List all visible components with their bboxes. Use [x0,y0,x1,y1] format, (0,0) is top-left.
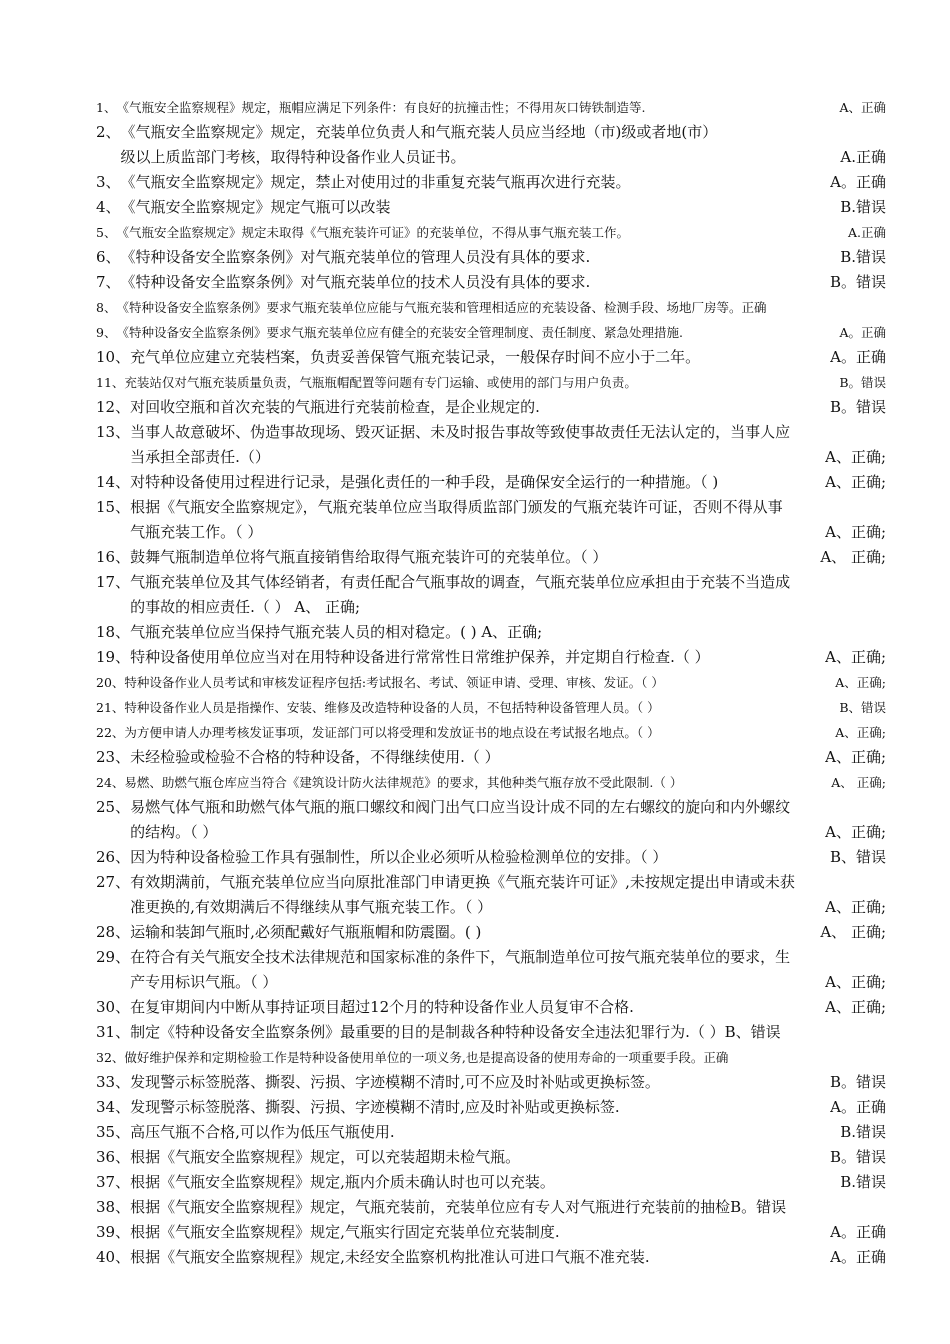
question-body [130,1120,886,1145]
question-item [96,620,886,645]
question-item [96,720,886,745]
question-text-line: 准更换的,有效期满后不得继续从事气瓶充装工作。（ ） [130,898,493,916]
question-body [130,845,886,870]
question-number: 2、 [96,123,121,141]
question-item [96,470,886,495]
question-body [130,1070,886,1095]
question-text-line: 发现警示标签脱落、撕裂、污损、字迹模糊不清时,应及时补贴或更换标签. [130,1098,620,1116]
question-item [96,245,886,270]
question-number: 4、 [96,198,121,216]
question-text-line: 根据《气瓶安全监察规程》规定，气瓶充装前，充装单位应有专人对气瓶进行充装前的抽检B。错误 [130,1198,787,1216]
question-number: 17、 [96,573,131,591]
question-text-line: 做好维护保养和定期检验工作是特种设备使用单位的一项义务,也是提高设备的使用寿命的一项重要手段。正确 [124,1050,729,1065]
question-item [96,845,886,870]
question-item [96,220,886,245]
question-number: 23、 [96,748,131,766]
question-text-line: 气瓶充装工作。（ ） [130,523,263,541]
question-number: 6、 [96,248,121,266]
question-number: 5、 [96,225,117,240]
question-text-line: 《气瓶安全监察规定》规定气瓶可以改装 [120,198,391,216]
question-text-line: 对特种设备使用过程进行记录，是强化责任的一种手段，是确保安全运行的一种措施。（ ) [130,473,719,491]
answer-label: A。正确 [830,173,886,191]
question-item [96,1045,886,1070]
question-number: 40、 [96,1248,131,1266]
answer-label: A、正确; [825,523,886,541]
question-body [130,495,886,545]
question-text-line: 气瓶充装单位应当保持气瓶充装人员的相对稳定。( ) A、正确; [130,623,543,641]
question-body [130,620,886,645]
question-body [116,95,886,120]
question-text-line: 运输和装卸气瓶时,必须配戴好气瓶瓶帽和防震圈。( ) [130,923,482,941]
question-number: 27、 [96,873,131,891]
question-item [96,95,886,120]
question-text-line: 在复审期间内中断从事持证项目超过12个月的特种设备作业人员复审不合格. [130,998,634,1016]
question-number: 16、 [96,548,131,566]
question-text-line: 鼓舞气瓶制造单位将气瓶直接销售给取得气瓶充装许可的充装单位。（ ） [130,548,608,566]
answer-label: B.错误 [840,248,886,266]
question-text-line: 因为特种设备检验工作具有强制性，所以企业必须听从检验检测单位的安排。（ ） [130,848,668,866]
question-item [96,1095,886,1120]
question-body [130,1020,886,1045]
question-number: 7、 [96,273,121,291]
question-number: 25、 [96,798,131,816]
answer-label: B。错误 [829,273,886,291]
question-text-line: 在符合有关气瓶安全技术法律规范和国家标准的条件下，气瓶制造单位可按气瓶充装单位的要求，生 [130,948,791,966]
question-text-line: 当事人故意破坏、伪造事故现场、毁灭证据、未及时报告事故等致使事故责任无法认定的，当事人应 [130,423,791,441]
question-number: 32、 [96,1050,125,1065]
question-number: 29、 [96,948,131,966]
question-text-line: 根据《气瓶安全监察规程》规定,瓶内介质未确认时也可以充装。 [130,1173,555,1191]
question-item [96,1195,886,1220]
question-body [130,1195,886,1220]
question-item [96,745,886,770]
question-body [124,720,886,745]
question-body [130,645,886,670]
question-body [130,870,886,920]
question-number: 9、 [96,325,117,340]
answer-label: A、正确; [825,973,886,991]
question-number: 13、 [96,423,131,441]
question-item [96,120,886,170]
question-text-line: 为方便申请人办理考核发证事项，发证部门可以将受理和发放证书的地点设在考试报名地点。（ ） [124,725,660,740]
question-body [130,1220,886,1245]
question-body [130,1245,886,1270]
answer-label: B。错误 [829,1073,886,1091]
question-number: 15、 [96,498,131,516]
question-text-line: 《气瓶安全监察规定》规定，禁止对使用过的非重复充装气瓶再次进行充装。 [120,173,631,191]
answer-label: A。正确 [830,1248,886,1266]
question-number: 22、 [96,725,125,740]
question-item [96,1120,886,1145]
answer-label: A。正确 [830,348,886,366]
question-text-line: 根据《气瓶安全监察规定》，气瓶充装单位应当取得质监部门颁发的气瓶充装许可证，否则不得从事 [130,498,783,516]
answer-label: B。错误 [829,398,886,416]
question-text-line: 发现警示标签脱落、撕裂、污损、字迹模糊不清时,可不应及时补贴或更换标签。 [130,1073,660,1091]
question-item [96,770,886,795]
answer-label: A、正确; [825,648,886,666]
question-item [96,420,886,470]
question-number: 33、 [96,1073,131,1091]
answer-label: B。错误 [839,375,886,390]
answer-label: A.正确 [847,225,886,240]
question-item [96,295,886,320]
question-body [124,670,886,695]
answer-label: A、正确; [835,725,886,740]
question-number: 14、 [96,473,131,491]
question-body [130,920,886,945]
question-item [96,170,886,195]
question-number: 1、 [96,100,117,115]
question-item [96,1020,886,1045]
question-number: 12、 [96,398,131,416]
question-text-line: 气瓶充装单位及其气体经销者，有责任配合气瓶事故的调查，气瓶充装单位应承担由于充装不当造成 [130,573,791,591]
question-text-line: 高压气瓶不合格,可以作为低压气瓶使用. [130,1123,395,1141]
question-text-line: 《气瓶安全监察规程》规定，瓶帽应满足下列条件：有良好的抗撞击性；不得用灰口铸铁制造等. [116,100,646,115]
question-body [130,945,886,995]
question-body [121,120,886,170]
answer-label: A、 正确; [820,923,886,941]
question-number: 38、 [96,1198,131,1216]
question-text-line: 《特种设备安全监察条例》对气瓶充装单位的技术人员没有具体的要求. [120,273,591,291]
answer-label: A。正确 [830,1223,886,1241]
question-item [96,1145,886,1170]
question-number: 8、 [96,300,117,315]
question-body [130,470,886,495]
answer-label: B、错误 [839,700,886,715]
question-number: 37、 [96,1173,131,1191]
question-item [96,920,886,945]
question-body [130,745,886,770]
question-body [124,370,886,395]
question-body [124,1045,886,1070]
question-body [124,695,886,720]
question-body [130,570,886,620]
question-item [96,1070,886,1095]
question-text-line: 特种设备使用单位应当对在用特种设备进行常常性日常维护保养，并定期自行检查.（ ） [130,648,710,666]
question-body [130,395,886,420]
question-body [121,270,886,295]
question-body [130,420,886,470]
question-item [96,995,886,1020]
answer-label: A、正确; [825,898,886,916]
answer-label: A、 正确; [820,548,886,566]
question-text-line: 易燃气体气瓶和助燃气体气瓶的瓶口螺纹和阀门出气口应当设计成不同的左右螺纹的旋向和内外螺纹 [130,798,791,816]
question-item [96,495,886,545]
question-item [96,795,886,845]
question-number: 26、 [96,848,131,866]
question-number: 36、 [96,1148,131,1166]
question-item [96,645,886,670]
answer-label: A、正确; [825,998,886,1016]
question-text-line: 易燃、助燃气瓶仓库应当符合《建筑设计防火法律规范》的要求，其他种类气瓶存放不受此限制.（ ） [124,775,683,790]
question-number: 34、 [96,1098,131,1116]
question-text-line: 未经检验或检验不合格的特种设备，不得继续使用.（ ） [130,748,500,766]
question-text-line: 对回收空瓶和首次充装的气瓶进行充装前检查，是企业规定的. [130,398,540,416]
question-item [96,1170,886,1195]
question-body [116,320,886,345]
answer-label: A、 正确; [831,775,886,790]
question-number: 18、 [96,623,131,641]
question-item [96,1245,886,1270]
question-body [130,1170,886,1195]
question-number: 35、 [96,1123,131,1141]
question-text-line: 的事故的相应责任.（ ） A、 正确; [130,598,361,616]
question-item [96,870,886,920]
question-number: 10、 [96,348,131,366]
question-text-line: 充气单位应建立充装档案，负责妥善保管气瓶充装记录，一般保存时间不应小于二年。 [130,348,701,366]
question-item [96,270,886,295]
question-item [96,195,886,220]
question-text-line: 根据《气瓶安全监察规程》规定,气瓶实行固定充装单位充装制度. [130,1223,560,1241]
question-text-line: 根据《气瓶安全监察规程》规定，可以充装超期未检气瓶。 [130,1148,521,1166]
question-text-line: 产专用标识气瓶。（ ） [130,973,278,991]
question-item [96,670,886,695]
question-text-line: 特种设备作业人员考试和审核发证程序包括:考试报名、考试、领证申请、受理、审核、发证。（ ） [124,675,664,690]
question-body [121,245,886,270]
question-item [96,945,886,995]
question-item [96,320,886,345]
question-item [96,695,886,720]
question-text-line: 《特种设备安全监察条例》要求气瓶充装单位应有健全的充装安全管理制度、责任制度、紧急处理措施. [116,325,683,340]
question-text-line: 充装站仅对气瓶充装质量负责，气瓶瓶帽配置等问题有专门运输、或使用的部门与用户负责。 [124,375,637,390]
question-text-line: 有效期满前，气瓶充装单位应当向原批准部门申请更换《气瓶充装许可证》,未按规定提出申请或未获 [130,873,795,891]
answer-label: A。正确 [839,325,886,340]
question-body [130,1095,886,1120]
question-text-line: 特种设备作业人员是指操作、安装、维修及改造特种设备的人员，不包括特种设备管理人员。（ ） [124,700,660,715]
question-body [116,220,886,245]
answer-label: A、正确; [825,473,886,491]
question-number: 19、 [96,648,131,666]
question-text-line: 《特种设备安全监察条例》要求气瓶充装单位应能与气瓶充装和管理相适应的充装设备、检测手段、场地厂房等。正确 [116,300,767,315]
answer-label: A、正确 [839,100,886,115]
question-text-line: 级以上质监部门考核，取得特种设备作业人员证书。 [120,148,466,166]
question-number: 39、 [96,1223,131,1241]
question-body [130,545,886,570]
question-text-line: 当承担全部责任.（） [130,448,270,466]
question-number: 24、 [96,775,125,790]
answer-label: A、正确; [825,823,886,841]
question-body [130,795,886,845]
answer-label: B。错误 [829,1148,886,1166]
question-list [96,95,886,1270]
question-item [96,570,886,620]
answer-label: A.正确 [840,148,886,166]
question-number: 31、 [96,1023,131,1041]
question-body [130,345,886,370]
question-text-line: 《气瓶安全监察规定》规定，充装单位负责人和气瓶充装人员应当经地（市)级或者地(市） [120,123,718,141]
question-body [121,170,886,195]
question-body [116,295,886,320]
question-body [121,195,886,220]
question-item [96,395,886,420]
answer-label: A、正确; [825,748,886,766]
answer-label: B.错误 [840,1123,886,1141]
question-item [96,370,886,395]
answer-label: A、正确; [825,448,886,466]
question-number: 20、 [96,675,125,690]
question-text-line: 根据《气瓶安全监察规程》规定,未经安全监察机构批准认可进口气瓶不准充装. [130,1248,650,1266]
question-number: 28、 [96,923,131,941]
question-number: 21、 [96,700,125,715]
question-body [124,770,886,795]
question-item [96,545,886,570]
question-item [96,345,886,370]
question-number: 11、 [96,375,125,390]
answer-label: B、错误 [829,848,886,866]
question-text-line: 《特种设备安全监察条例》对气瓶充装单位的管理人员没有具体的要求. [120,248,591,266]
question-number: 30、 [96,998,131,1016]
question-body [130,1145,886,1170]
answer-label: B.错误 [840,198,886,216]
answer-label: B.错误 [840,1173,886,1191]
question-text-line: 的结构。（ ） [130,823,218,841]
answer-label: A。正确 [830,1098,886,1116]
question-number: 3、 [96,173,121,191]
question-text-line: 《气瓶安全监察规定》规定未取得《气瓶充装许可证》的充装单位，不得从事气瓶充装工作。 [116,225,629,240]
answer-label: A、正确; [835,675,886,690]
question-item [96,1220,886,1245]
question-text-line: 制定《特种设备安全监察条例》最重要的目的是制裁各种特种设备安全违法犯罪行为.（ ）B、错误 [130,1023,781,1041]
question-body [130,995,886,1020]
